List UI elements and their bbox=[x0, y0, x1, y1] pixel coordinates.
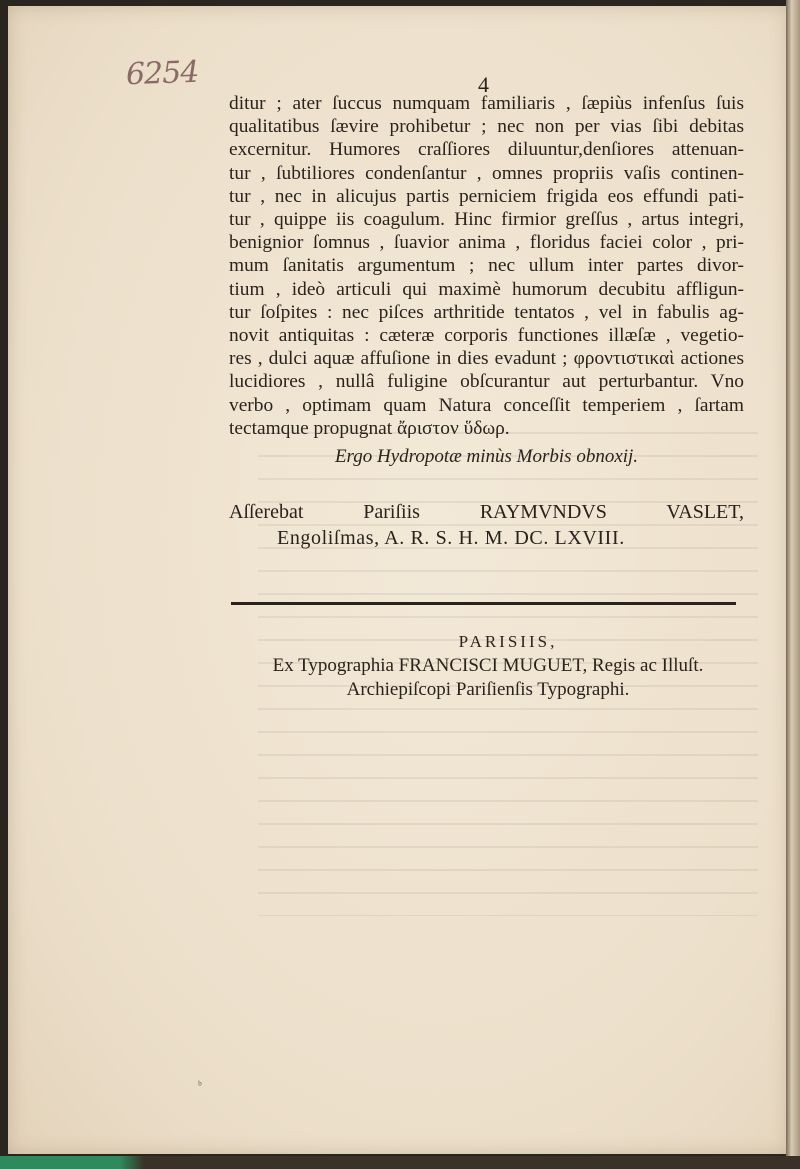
page-number: 4 bbox=[478, 72, 489, 97]
body-line: verbo , optimam quam Natura conceſſit temperiem , ſartam bbox=[229, 394, 744, 416]
bottom-edge bbox=[0, 1156, 800, 1169]
assertion-line-2: Engoliſmas, A. R. S. H. M. DC. LXVIII. bbox=[277, 527, 625, 549]
body-line: benignior ſomnus , ſuavior anima , floridus faciei color , pri- bbox=[229, 232, 744, 254]
body-line: tectamque propugnat ἄριστον ὕδωρ. bbox=[229, 417, 510, 439]
body-line: res , dulci aquæ affuſione in dies evadunt ; φροντιστικαὶ actiones bbox=[229, 348, 744, 370]
body-line: ditur ; ater ſuccus numquam familiaris , ſæpiùs infenſus ſuis bbox=[229, 93, 744, 114]
assertion-block bbox=[229, 499, 744, 551]
body-line: tur ſoſpites : nec piſces arthritide tentatos , vel in fabulis ag- bbox=[229, 301, 744, 323]
imprint-city: PARISIIS, bbox=[458, 632, 558, 651]
body-line: lucidiores , nullâ fuligine obſcurantur aut perturbantur. Vno bbox=[229, 371, 744, 393]
body-line: tur , nec in alicujus partis perniciem frigida eos effundi pati- bbox=[229, 185, 744, 207]
body-paragraph bbox=[229, 92, 744, 440]
body-line: tur , quippe iis coagulum. Hinc firmior greſſus , artus integri, bbox=[229, 209, 744, 231]
page-edge bbox=[786, 0, 800, 1169]
book-page bbox=[8, 6, 788, 1154]
body-line: mum ſanitatis argumentum ; nec ullum inter partes divor- bbox=[229, 255, 744, 277]
ink-mark: ᵇ bbox=[198, 1078, 202, 1092]
horizontal-rule bbox=[231, 602, 736, 605]
conclusion-line: Ergo Hydropotæ minùs Morbis obnoxij. bbox=[334, 446, 639, 467]
body-line: novit antiquitas : cæteræ corporis functiones illæſæ , vegetio- bbox=[229, 325, 744, 347]
imprint-block bbox=[208, 630, 768, 702]
assertion-line-1: Aſſerebat Pariſiis RAYMVNDVS VASLET, bbox=[229, 501, 744, 523]
body-line: qualitatibus ſævire prohibetur ; nec non per vias ſibi debitas bbox=[229, 116, 744, 138]
body-line: tium , ideò articuli qui maximè humorum decubitu affligun- bbox=[229, 278, 744, 300]
manuscript-number: 6254 bbox=[125, 54, 199, 93]
body-line: tur , ſubtiliores condenſantur , omnes propriis vaſis continen- bbox=[229, 162, 744, 184]
body-line: excernitur. Humores craſſiores diluuntur,denſiores attenuan- bbox=[229, 139, 744, 161]
imprint-printer: Ex Typographia FRANCISCI MUGUET, Regis ac Illuſt. bbox=[272, 655, 704, 676]
imprint-title: Archiepiſcopi Pariſienſis Typographi. bbox=[346, 679, 630, 700]
